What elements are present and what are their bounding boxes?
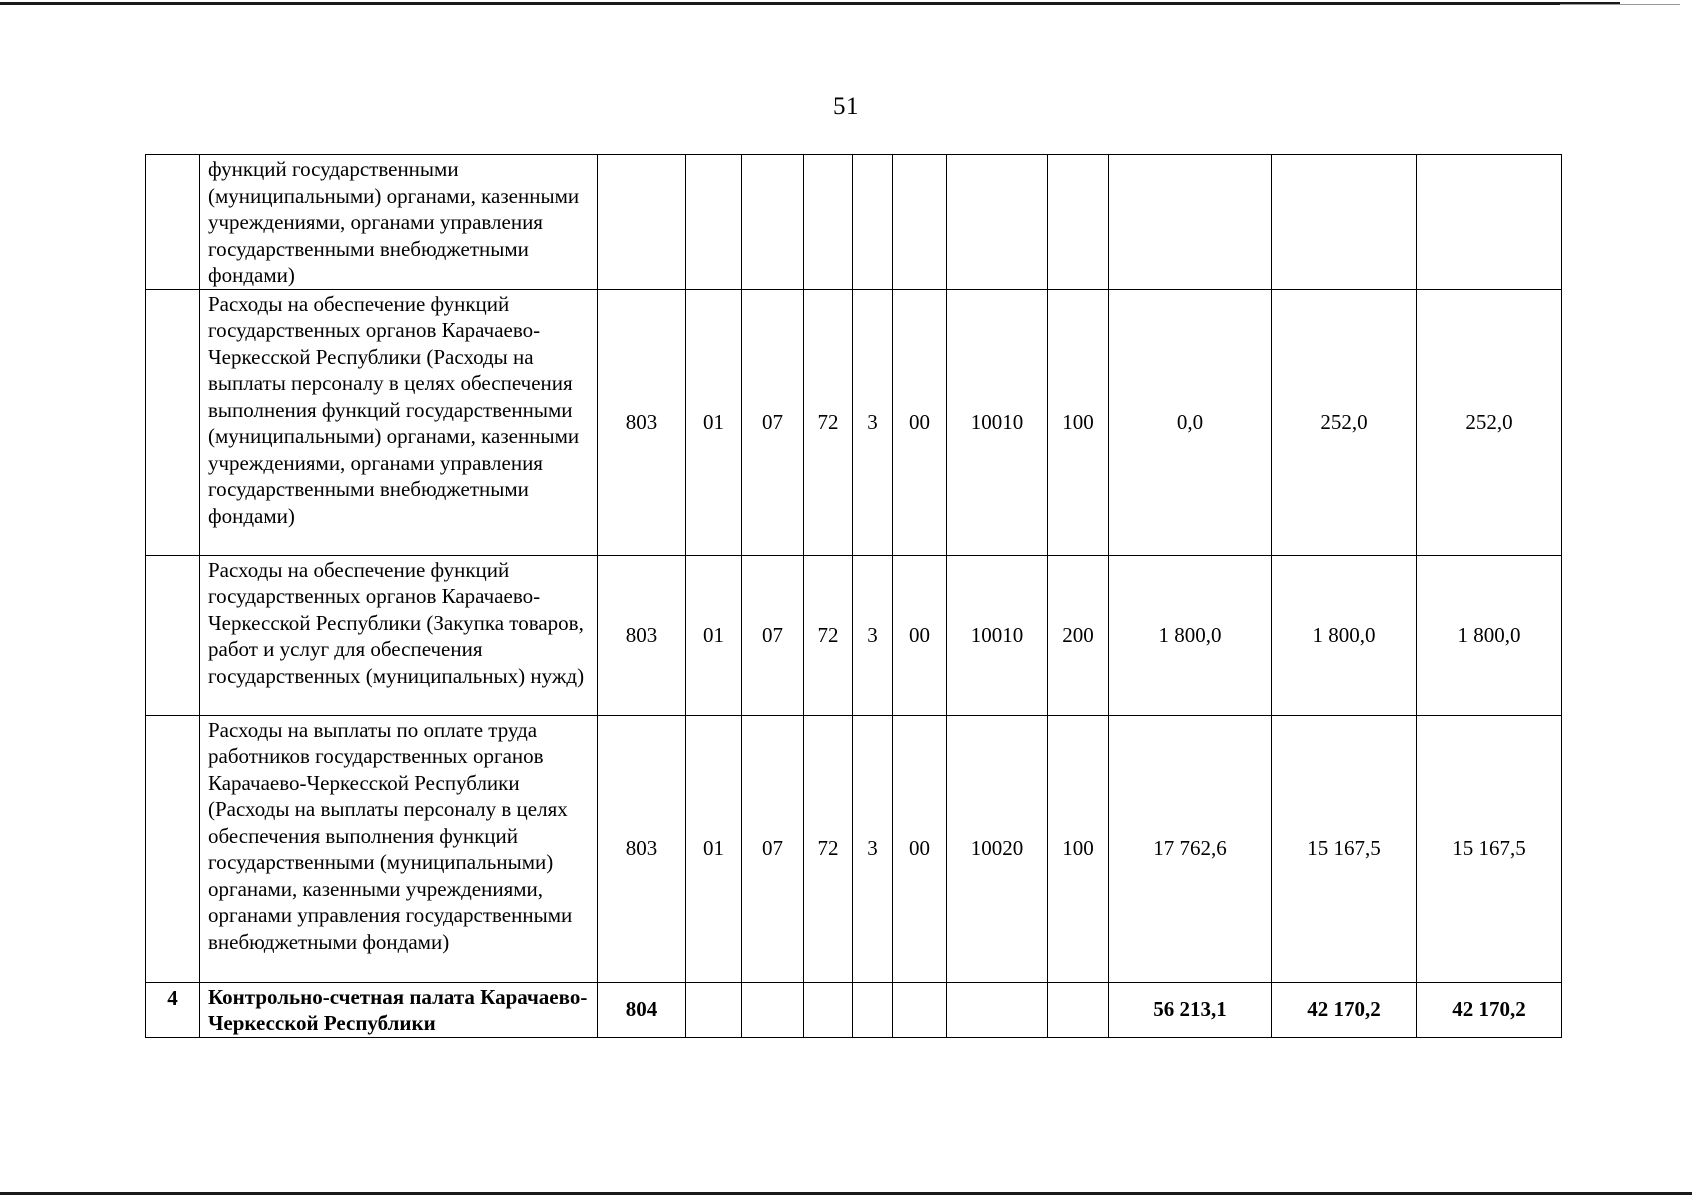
code-cell: 00 <box>893 555 947 715</box>
table-row <box>146 715 1562 982</box>
code-cell: 72 <box>804 289 853 555</box>
code-cell <box>853 155 893 290</box>
table-row-total <box>146 982 1562 1037</box>
code-cell: 3 <box>853 555 893 715</box>
code-cell <box>804 155 853 290</box>
row-number-cell <box>146 555 200 715</box>
code-cell: 01 <box>686 555 742 715</box>
code-cell: 01 <box>686 289 742 555</box>
code-cell: 07 <box>742 555 804 715</box>
code-cell: 00 <box>893 289 947 555</box>
code-cell: 803 <box>598 289 686 555</box>
code-cell <box>686 982 742 1037</box>
amount-cell: 42 170,2 <box>1417 982 1562 1037</box>
description-cell: функций государственными (муниципальными) органами, казенными учреждениями, органами управления государственными внебюджетными фондами) <box>200 155 598 290</box>
code-cell: 3 <box>853 289 893 555</box>
row-number-cell <box>146 155 200 290</box>
code-cell: 803 <box>598 555 686 715</box>
amount-cell: 1 800,0 <box>1272 555 1417 715</box>
code-cell: 803 <box>598 715 686 982</box>
amount-cell: 252,0 <box>1417 289 1562 555</box>
code-cell <box>686 155 742 290</box>
code-cell <box>1048 155 1109 290</box>
code-cell: 01 <box>686 715 742 982</box>
budget-table <box>145 154 1562 1038</box>
description-cell: Расходы на обеспечение функций государственных органов Карачаево-Черкесской Республики (Расходы на выплаты персоналу в целях обеспечения выполнения функций государственными (муниципальными) органами, казенными учреждениями, органами управления государственными внебюджетными фондами) <box>200 289 598 555</box>
amount-cell: 15 167,5 <box>1272 715 1417 982</box>
code-cell <box>893 155 947 290</box>
code-cell: 100 <box>1048 289 1109 555</box>
code-cell: 3 <box>853 715 893 982</box>
description-cell: Расходы на выплаты по оплате труда работников государственных органов Карачаево-Черкесской Республики (Расходы на выплаты персоналу в целях обеспечения выполнения функций государственными (муниципальными) органами, казенными учреждениями, органами управления государственными внебюджетными фондами) <box>200 715 598 982</box>
code-cell <box>804 982 853 1037</box>
code-cell <box>893 982 947 1037</box>
code-cell <box>853 982 893 1037</box>
scan-edge-bottom <box>0 1192 1692 1195</box>
amount-cell: 15 167,5 <box>1417 715 1562 982</box>
code-cell: 72 <box>804 715 853 982</box>
code-cell <box>947 155 1048 290</box>
description-cell: Расходы на обеспечение функций государственных органов Карачаево-Черкесской Республики (Закупка товаров, работ и услуг для обеспечения государственных (муниципальных) нужд) <box>200 555 598 715</box>
amount-cell: 1 800,0 <box>1417 555 1562 715</box>
code-cell <box>1048 982 1109 1037</box>
code-cell <box>742 155 804 290</box>
code-cell: 100 <box>1048 715 1109 982</box>
code-cell <box>598 155 686 290</box>
row-number-cell <box>146 289 200 555</box>
code-cell: 200 <box>1048 555 1109 715</box>
code-cell: 10010 <box>947 289 1048 555</box>
scan-edge-top <box>0 2 1620 5</box>
scan-edge-top-right <box>1560 4 1680 5</box>
amount-cell <box>1417 155 1562 290</box>
page-number: 51 <box>833 93 859 120</box>
table-row <box>146 155 1562 290</box>
amount-cell: 0,0 <box>1109 289 1272 555</box>
amount-cell: 42 170,2 <box>1272 982 1417 1037</box>
amount-cell <box>1272 155 1417 290</box>
code-cell: 804 <box>598 982 686 1037</box>
row-number-cell <box>146 715 200 982</box>
amount-cell: 1 800,0 <box>1109 555 1272 715</box>
amount-cell: 56 213,1 <box>1109 982 1272 1037</box>
amount-cell: 252,0 <box>1272 289 1417 555</box>
amount-cell: 17 762,6 <box>1109 715 1272 982</box>
code-cell: 10010 <box>947 555 1048 715</box>
description-cell: Контрольно-счетная палата Карачаево-Черкесской Республики <box>200 982 598 1037</box>
code-cell: 07 <box>742 289 804 555</box>
code-cell: 10020 <box>947 715 1048 982</box>
row-number-cell: 4 <box>146 982 200 1037</box>
code-cell: 00 <box>893 715 947 982</box>
code-cell <box>947 982 1048 1037</box>
table-row <box>146 289 1562 555</box>
code-cell: 07 <box>742 715 804 982</box>
code-cell: 72 <box>804 555 853 715</box>
code-cell <box>742 982 804 1037</box>
table-row <box>146 555 1562 715</box>
amount-cell <box>1109 155 1272 290</box>
